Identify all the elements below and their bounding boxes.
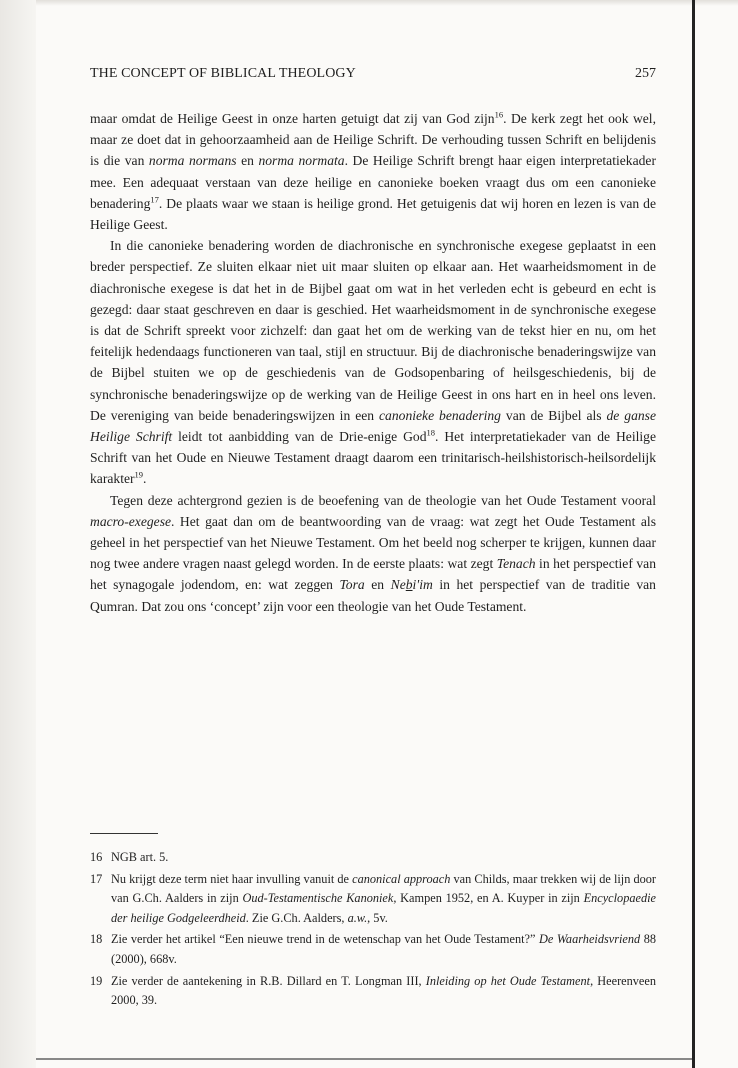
italic-term: de ganse Heilige Schrift xyxy=(90,407,656,445)
text-run: . Het interpretatiekader van de Heilige Schrift van het Oude en Nieuwe Testament draagt daarom een trinitarisch-heilshistorisch-heilsordelijk karakter xyxy=(90,429,656,487)
italic-term-nebiim xyxy=(391,577,433,592)
footnote-number: 18 xyxy=(90,932,103,947)
scan-right-edge xyxy=(692,0,695,1068)
italic-term: norma normans xyxy=(148,153,237,169)
footnote-ref-19[interactable]: 19 xyxy=(134,469,144,480)
footnote-number: 16 xyxy=(90,850,103,864)
italic-term: canonieke benadering xyxy=(379,407,501,423)
footnotes xyxy=(90,848,656,1013)
text-run: in het perspectief van de traditie van Qumran. Dat zou ons ‘concept’ zijn voor een theologie van het Oude Testament. xyxy=(90,577,656,614)
footnote-text: , Heerenveen 2000, 39. xyxy=(111,973,656,1008)
footnote-text: , 5v. xyxy=(367,910,388,925)
footnote-text: . Zie G.Ch. Aalders, xyxy=(245,910,348,925)
text-run: . xyxy=(143,471,147,487)
text-run: Tegen deze achtergrond gezien is de beoefening van de theologie van het Oude Testament vooral xyxy=(110,492,656,508)
page-number: 257 xyxy=(635,66,656,81)
footnote-16 xyxy=(90,848,656,868)
scan-top-edge xyxy=(0,0,738,6)
footnote-ref-18[interactable]: 18 xyxy=(426,427,436,438)
footnote-text: Zie verder de aantekening in R.B. Dillard en T. Longman III, xyxy=(111,973,426,988)
footnote-19 xyxy=(90,972,656,1011)
italic-title: Oud-Testamentische Kanoniek, xyxy=(242,891,397,906)
italic-term: macro-exegese xyxy=(90,513,172,529)
footnote-text: Kampen 1952, en A. Kuyper in zijn xyxy=(396,891,584,906)
footnote-ref-16[interactable]: 16 xyxy=(494,109,504,120)
text-run: van de Bijbel als xyxy=(500,407,607,423)
footnote-text: Nu krijgt deze term niet haar invulling vanuit de xyxy=(111,871,353,886)
italic-term: Tora xyxy=(339,577,365,593)
text-run: . De Heilige Schrift brengt haar eigen interpretatiekader mee. Een adequaat verstaan van deze heilige en canonieke boeken vraagt dus om een canonieke benadering xyxy=(90,153,656,211)
footnote-text: van Childs, maar trekken wij de lijn door van G.Ch. Aalders in zijn xyxy=(111,871,657,906)
text-run: en xyxy=(364,577,391,593)
running-title: THE CONCEPT OF BIBLICAL THEOLOGY xyxy=(90,66,356,81)
footnote-number: 17 xyxy=(90,871,103,886)
main-text xyxy=(90,108,656,617)
footnote-text: 88 (2000), 668v. xyxy=(111,932,656,966)
italic-term: Tenach xyxy=(496,556,536,572)
italic-term: norma normata xyxy=(258,153,345,169)
italic-title: De Waarheidsvriend xyxy=(538,932,641,947)
text-run: in het perspectief van het synagogale jodendom, en: wat zeggen xyxy=(90,556,657,593)
italic-abbrev: a.w. xyxy=(347,910,368,925)
text-run: . De kerk zegt het ook wel, maar ze doet dat in gehoorzaamheid aan de Heilige Schrift. De verhouding tussen Schrift en belijdenis is die van xyxy=(90,111,656,169)
running-header xyxy=(90,66,656,86)
text-run: . De plaats waar we staan is heilige grond. Het getuigenis dat wij horen en lezen is van de Heilige Geest. xyxy=(90,195,656,233)
italic-term: canonical approach xyxy=(352,871,451,886)
text-run: i'im xyxy=(412,577,433,593)
footnote-number: 19 xyxy=(90,973,103,988)
text-run: maar omdat de Heilige Geest in onze harten getuigt dat zij van God zijn xyxy=(90,111,495,126)
text-run: en xyxy=(236,153,259,169)
italic-title: Inleiding op het Oude Testament xyxy=(425,973,591,988)
footnote-separator xyxy=(90,833,158,834)
text-run: In die canonieke benadering worden de diachronische en synchronische exegese geplaatst in een breder perspectief. Ze sluiten elkaar niet uit maar sluiten op elkaar aan. Het waarheidsmoment in de diachronische exegese is dat het in de Bijbel gaat om wat in het verleden echt is gebeurd en echt is gezegd: daar staat geschreven en daar is geschied. Het waarheidsmoment in de synchronische exegese is dat de Schrift spreekt voor zichzelf: dan gaat het om de werking van de tekst hier en nu, om het feitelijk hedendaags functioneren van taal, stijl en structuur. Bij de diachronische benaderingswijze van de Bijbel stuiten we op de geschiedenis van de Godsopenbaring of heilsgeschiedenis, bij de synchronische benaderingswijze op de werking van de Heilige Geest in ons hart en in heel ons leven. De vereniging van beide benaderingswijzen in een xyxy=(90,238,656,423)
footnote-ref-17[interactable]: 17 xyxy=(150,194,159,205)
footnote-text: NGB art. 5. xyxy=(111,850,169,864)
footnote-18 xyxy=(90,930,656,969)
footnote-text: Zie verder het artikel “Een nieuwe trend in de wetenschap van het Oude Testament?” xyxy=(111,932,539,947)
text-run: Ne xyxy=(390,577,406,593)
italic-title: Encyclopaedie der heilige Godgeleerdheid xyxy=(111,891,656,925)
scan-bottom-edge xyxy=(36,1058,692,1060)
paragraph-3 xyxy=(90,490,656,617)
underlined-letter: b xyxy=(405,577,413,593)
text-run: . Het gaat dan om de beantwoording van de vraag: wat zegt het Oude Testament als geheel in het perspectief van het Nieuwe Testament. Om het beeld nog scherper te krijgen, kunnen daar nog twee andere vragen naast gelegd worden. In de eerste plaats: wat zegt xyxy=(90,513,656,572)
paragraph-1 xyxy=(90,108,656,235)
text-run: leidt tot aanbidding van de Drie-enige God xyxy=(172,429,427,445)
footnote-17 xyxy=(90,870,656,929)
paragraph-2 xyxy=(90,235,656,489)
page-gutter-shadow xyxy=(0,0,36,1068)
